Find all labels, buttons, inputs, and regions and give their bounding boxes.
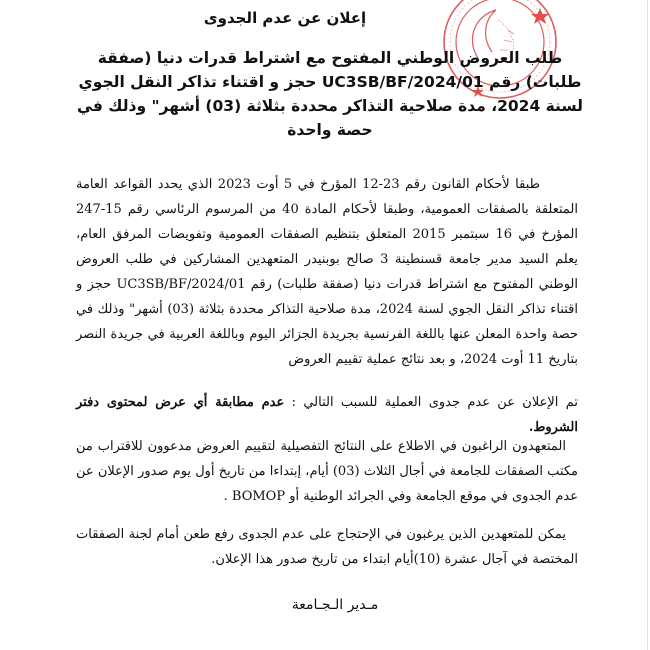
legal-basis-paragraph: طبقا لأحكام القانون رقم 23-12 المؤرخ في 5 أوت 2023 الذي يحدد القواعد العامة المتعلقة بالصفقات العمومية، وطبقا لأحكام المادة 40 من المرسوم الرئاسي رقم 15-247 المؤرخ في 16 سبتمبر 2015 المتعلق بتنظيم الصفقات العمومية وتفويضات المرفق العام، يعلم السيد مدير جامعة قسنطينة 3 صالح بوبنيدر المتعهدين المشاركين في طلب العروض الوطني المفتوح مع اشتراط قدرات دنيا (صفقة طلبات) رقم 01/UC3SB/BF/2024 حجز و اقتناء تذاكر النقل الجوي لسنة 2024، مدة صلاحية التذاكر محددة بثلاثة (03) أشهر" وذلك في حصة واحدة المعلن عنها باللغة الفرنسية بجريدة الجزائر اليوم وباللغة العربية في جريدة النصر بتاريخ 11 أوت 2024، و بعد نتائج عملية تقييم العروض — [76, 177, 579, 367]
appeal-paragraph: يمكن للمتعهدين الذين يرغبون في الإحتجاج على عدم الجدوى رفع طعن أمام لجنة الصفقات المختصة في آجال عشرة (10)أيام ابتداء من تاريخ صدور هذا الإعلان. — [76, 527, 578, 567]
page-edge-divider — [647, 0, 648, 650]
reason-prefix: تم الإعلان عن عدم جدوى العملية للسبب التالي : — [284, 395, 578, 410]
announcement-title: إعلان عن عدم الجدوى — [203, 9, 367, 27]
reason-paragraph — [76, 390, 578, 440]
tender-subject: طلب العروض الوطني المفتوح مع اشتراط قدرات دنيا (صفقة طلبات) رقم 01/UC3SB/BF/2024 حجز و اقتناء تذاكر النقل الجوي لسنة 2024، مدة صلاحية التذاكر محددة بثلاثة (03) أشهر" وذلك في حصة واحدة — [77, 49, 583, 139]
reason-text: عدم مطابقة أي عرض لمحتوى دفتر الشروط. — [76, 395, 578, 435]
consultation-paragraph: المتعهدون الراغبون في الاطلاع على النتائج التفصيلية لتقييم العروض مدعوون للاقتراب من مكتب الصفقات للجامعة في أجال الثلاث (03) أيام، إبتداءا من تاريخ أول يوم صدور الإعلان عن عدم الجدوى في موقع الجامعة وفي الجرائد الوطنية أو BOMOP . — [76, 439, 578, 504]
signature-line: مـدير الـجـامعة — [291, 597, 379, 613]
